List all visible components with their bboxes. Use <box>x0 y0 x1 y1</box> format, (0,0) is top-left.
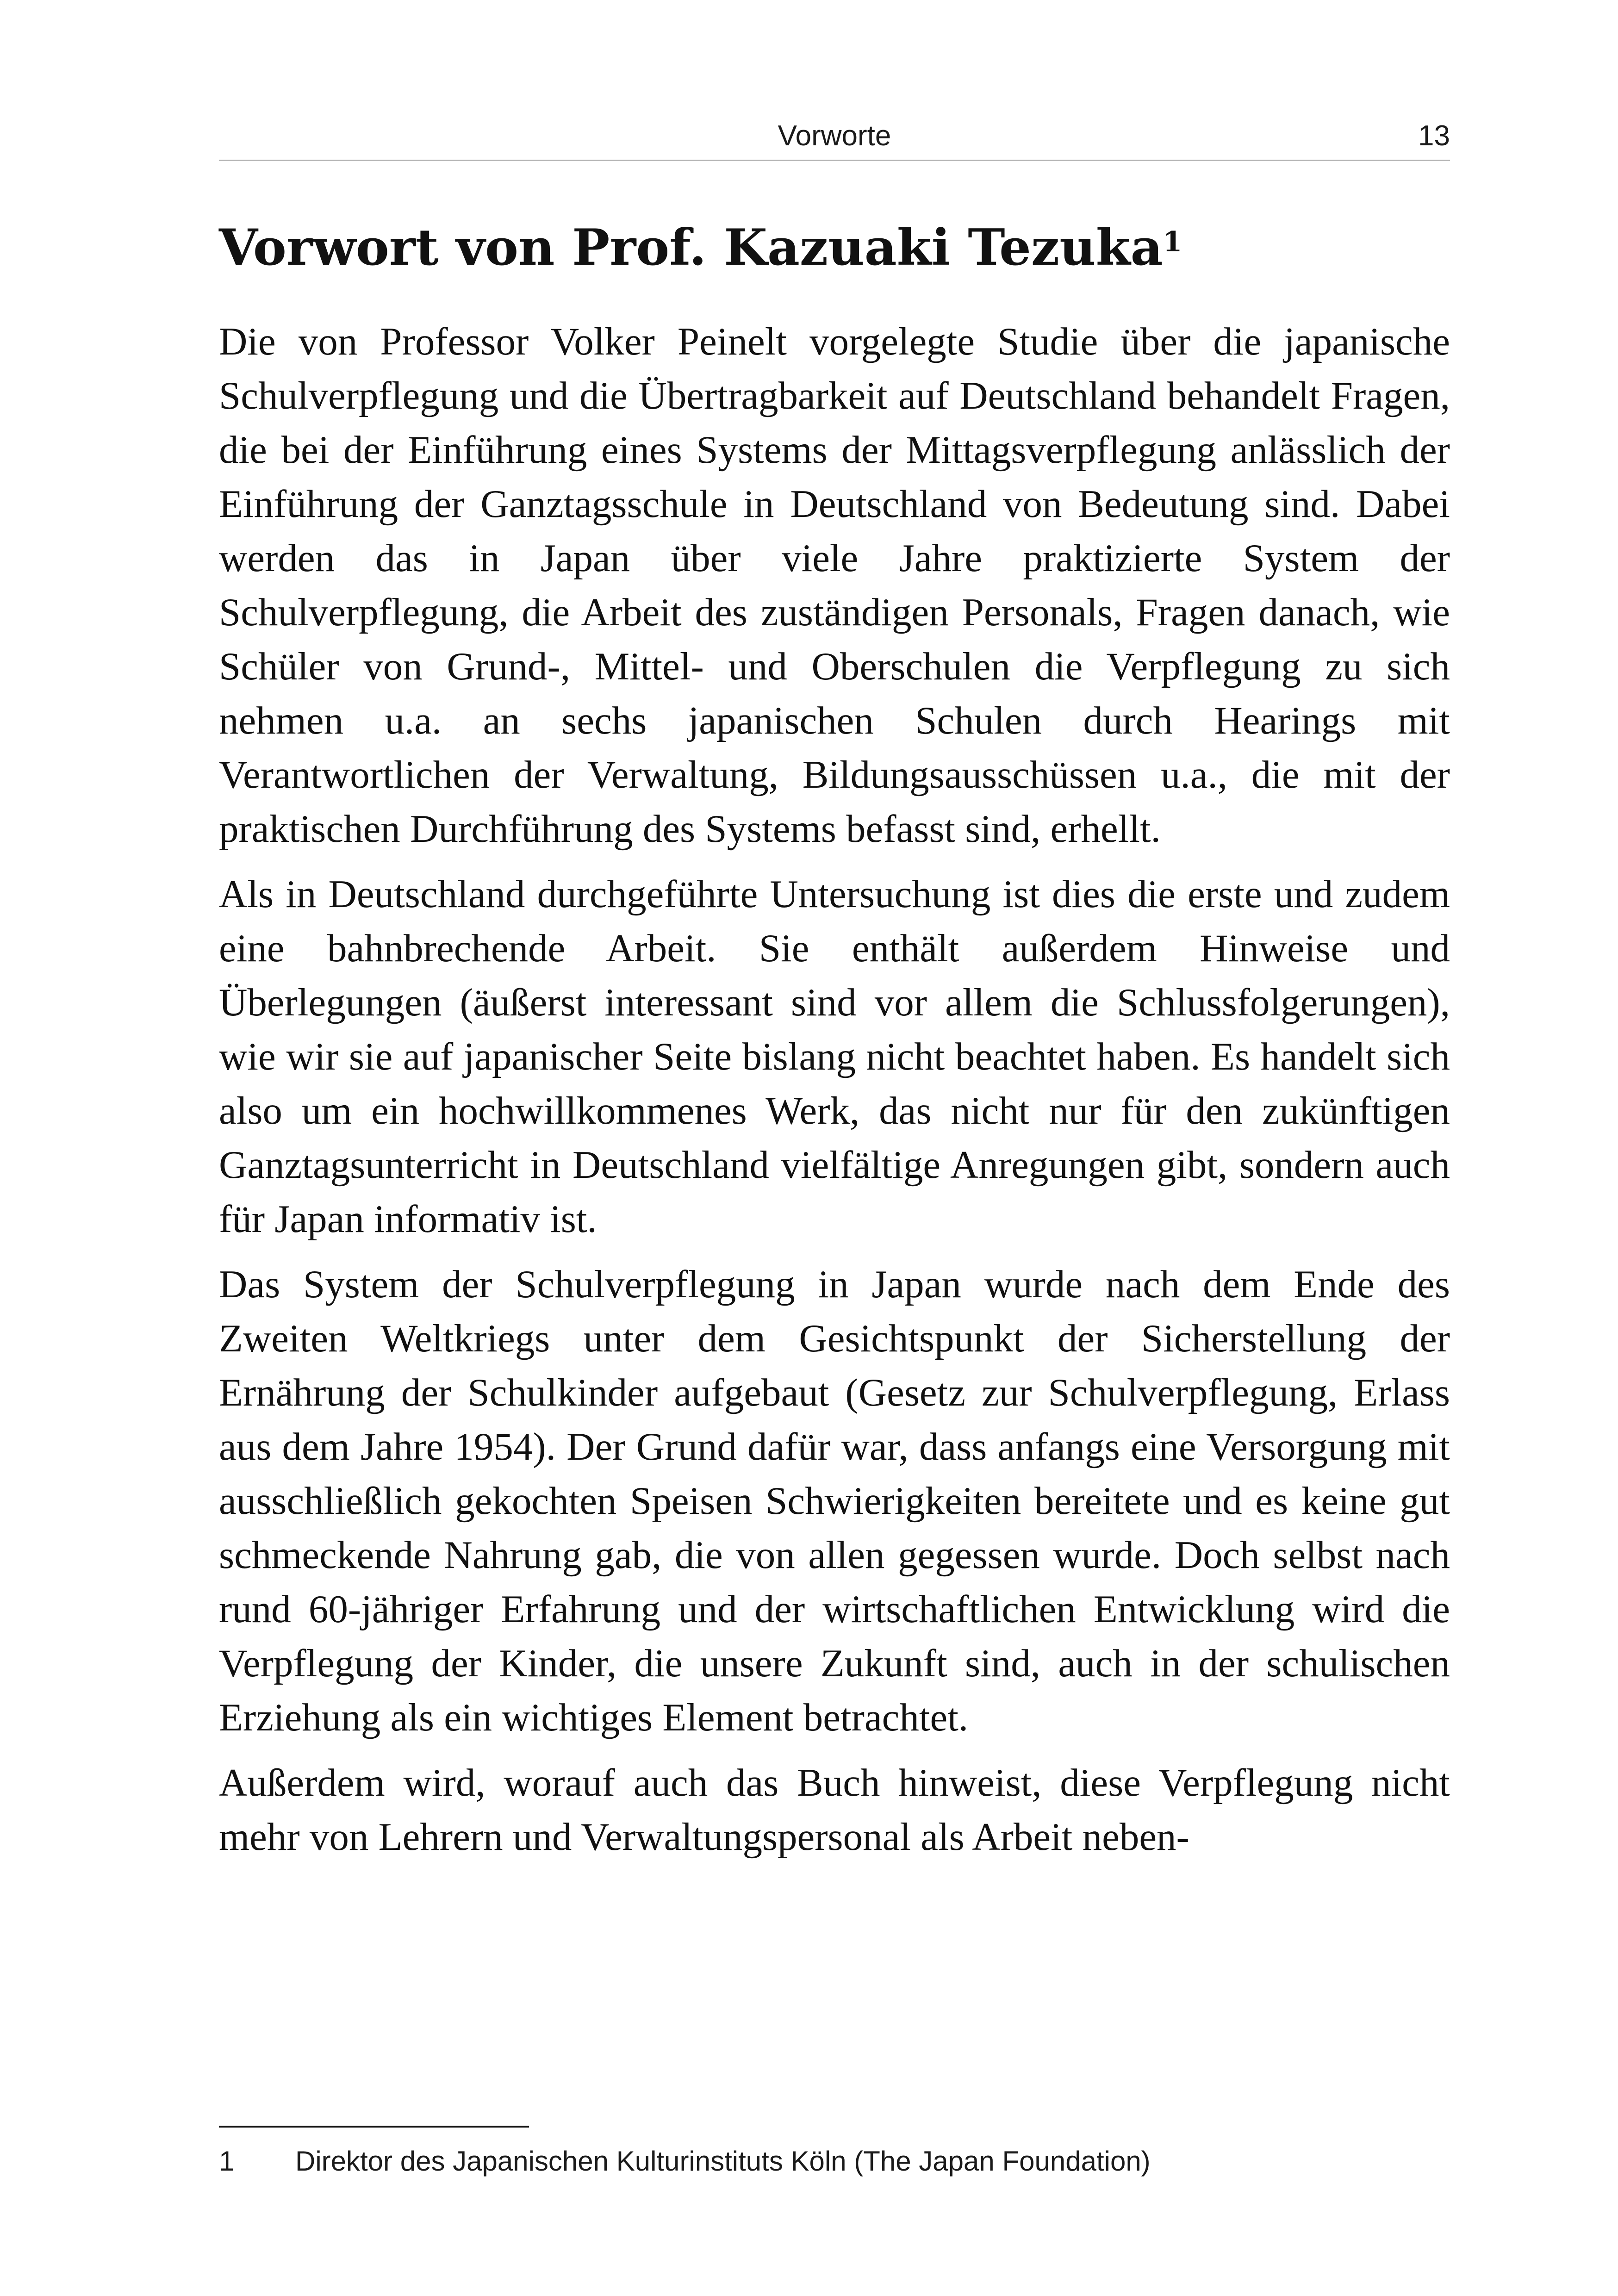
chapter-title <box>219 218 1450 278</box>
body-text <box>219 315 1450 1875</box>
running-header <box>219 115 1450 161</box>
header-rule <box>219 160 1450 161</box>
paragraph-3: Das System der Schulverpflegung in Japan wurde nach dem Ende des Zweiten Weltkriegs unter dem Gesichtspunkt der Sicherstellung der Ernährung der Schulkinder aufgebaut (Gesetz zur Schulverpflegung, Erlass aus dem Jahre 1954). Der Grund dafür war, dass anfangs eine Versorgung mit ausschließlich gekochten Speisen Schwierigkeiten bereitete und es keine gut schmeckende Nahrung gab, die von allen gegessen wurde. Doch selbst nach rund 60-jähriger Erfahrung und der wirtschaftlichen Entwicklung wird die Verpflegung der Kinder, die unsere Zukunft sind, auch in der schulischen Erziehung als ein wichtiges Element betrachtet. <box>219 1263 1450 1739</box>
paragraph-2: Als in Deutschland durchgeführte Untersuchung ist dies die erste und zudem eine bahnbrechende Arbeit. Sie enthält außerdem Hinweise und Überlegungen (äußerst interessant sind vor allem die Schlussfolgerungen), wie wir sie auf japanischer Seite bislang nicht beachtet haben. Es handelt sich also um ein hochwillkommenes Werk, das nicht nur für den zukünftigen Ganztagsunterricht in Deutschland vielfältige Anregungen gibt, sondern auch für Japan informativ ist. <box>219 872 1450 1241</box>
footnote-rule <box>219 2126 529 2128</box>
page-number: 13 <box>1418 120 1450 152</box>
footnote-number: 1 <box>219 2146 235 2177</box>
footnote-marker: 1 <box>1163 226 1182 258</box>
footnote <box>219 2143 1450 2180</box>
paragraph-4: Außerdem wird, worauf auch das Buch hinweist, diese Verpflegung nicht mehr von Lehrern und Verwaltungspersonal als Arbeit neben- <box>219 1761 1450 1859</box>
chapter-title-text: Vorwort von Prof. Kazuaki Tezuka <box>219 218 1163 277</box>
paragraph-1: Die von Professor Volker Peinelt vorgelegte Studie über die japanische Schulverpflegung und die Übertragbarkeit auf Deutschland behandelt Fragen, die bei der Einführung eines Systems der Mittagsverpflegung anlässlich der Einführung der Ganztagsschule in Deutschland von Bedeutung sind. Dabei werden das in Japan über viele Jahre praktizierte System der Schulverpflegung, die Arbeit des zuständigen Personals, Fragen danach, wie Schüler von Grund-, Mittel- und Oberschulen die Verpflegung zu sich nehmen u.a. an sechs japanischen Schulen durch Hearings mit Verantwortlichen der Verwaltung, Bildungsausschüssen u.a., die mit der praktischen Durchführung des Systems befasst sind, erhellt. <box>219 320 1450 851</box>
running-title: Vorworte <box>778 120 891 152</box>
footnote-text: Direktor des Japanischen Kulturinstituts Köln (The Japan Foundation) <box>295 2146 1151 2177</box>
book-page <box>219 0 1450 2296</box>
